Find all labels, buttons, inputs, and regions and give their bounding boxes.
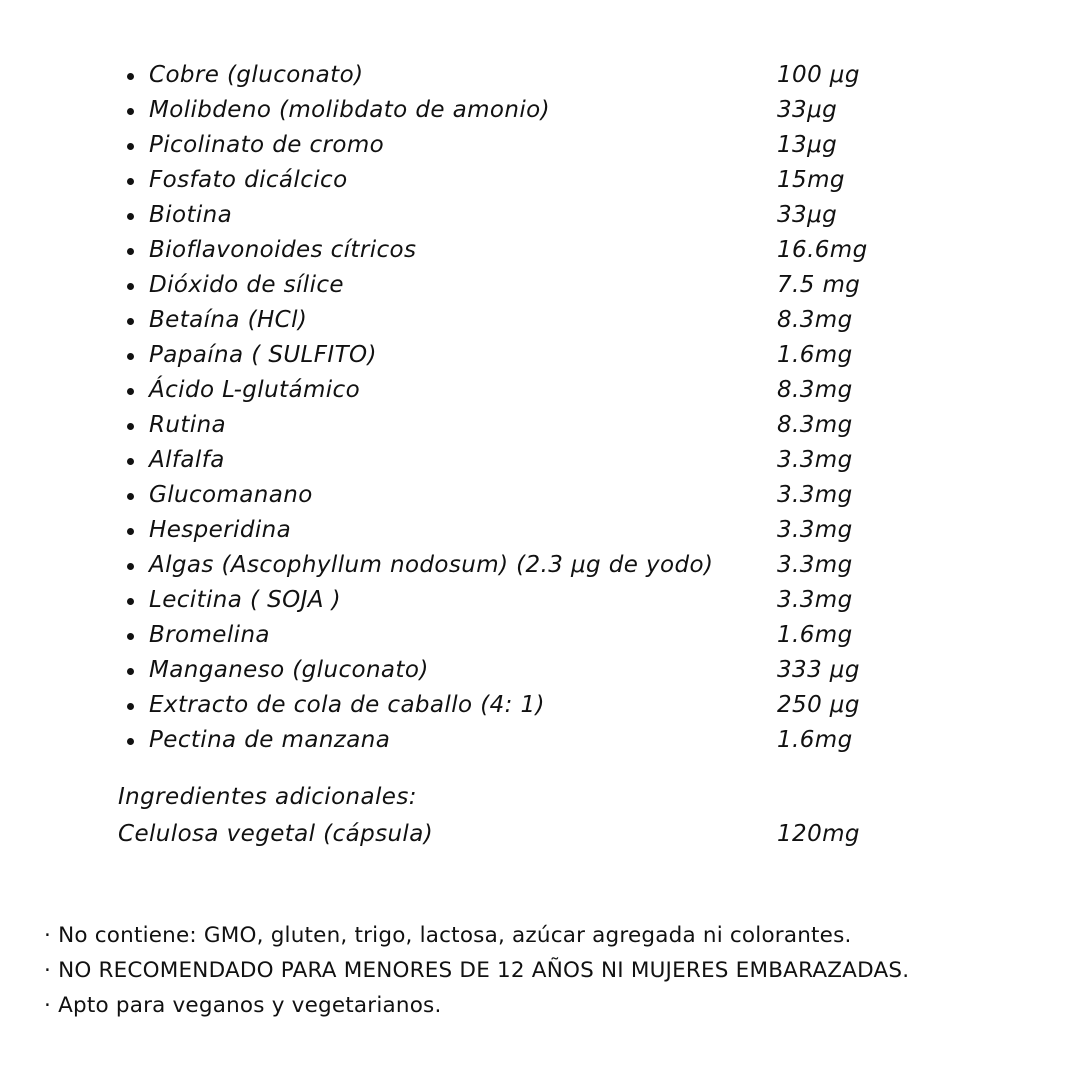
ingredient-name: Manganeso (gluconato) — [149, 657, 429, 683]
bullet-icon — [127, 73, 134, 80]
ingredient-amount: 250 μg — [777, 692, 860, 718]
ingredient-amount: 8.3mg — [777, 307, 853, 333]
ingredient-name: Pectina de manzana — [149, 727, 391, 753]
ingredient-name: Cobre (gluconato) — [149, 62, 364, 88]
bullet-icon — [127, 738, 134, 745]
bullet-icon — [127, 283, 134, 290]
ingredient-name: Betaína (HCl) — [149, 307, 308, 333]
additional-ingredients — [0, 779, 1080, 853]
ingredient-amount: 7.5 mg — [777, 272, 861, 298]
ingredient-amount: 1.6mg — [777, 727, 853, 753]
ingredient-amount: 15mg — [777, 167, 845, 193]
ingredient-row — [0, 303, 1080, 338]
ingredient-amount: 33μg — [777, 97, 838, 123]
bullet-icon — [127, 703, 134, 710]
ingredient-row — [0, 163, 1080, 198]
bullet-icon — [127, 633, 134, 640]
ingredient-row — [0, 548, 1080, 583]
ingredient-name: Hesperidina — [149, 517, 292, 543]
bullet-icon — [127, 213, 134, 220]
bullet-icon — [127, 353, 134, 360]
ingredient-amount: 16.6mg — [777, 237, 868, 263]
additional-heading-row — [0, 779, 1080, 816]
ingredient-amount: 3.3mg — [777, 482, 853, 508]
ingredient-row — [0, 58, 1080, 93]
ingredient-row — [0, 408, 1080, 443]
ingredient-row — [0, 618, 1080, 653]
bullet-icon — [127, 178, 134, 185]
ingredient-name: Algas (Ascophyllum nodosum) (2.3 μg de yodo) — [149, 552, 714, 578]
ingredient-amount: 3.3mg — [777, 587, 853, 613]
ingredient-name: Ácido L-glutámico — [149, 377, 361, 403]
additional-heading: Ingredientes adicionales: — [118, 784, 417, 810]
ingredient-amount: 3.3mg — [777, 447, 853, 473]
ingredient-amount: 3.3mg — [777, 552, 853, 578]
ingredient-row — [0, 338, 1080, 373]
ingredient-amount: 8.3mg — [777, 377, 853, 403]
ingredient-row — [0, 198, 1080, 233]
bullet-icon — [127, 458, 134, 465]
bullet-icon — [127, 423, 134, 430]
ingredient-amount: 1.6mg — [777, 622, 853, 648]
ingredient-amount: 333 μg — [777, 657, 860, 683]
bullet-icon — [127, 388, 134, 395]
ingredient-amount: 100 μg — [777, 62, 860, 88]
ingredient-name: Fosfato dicálcico — [149, 167, 348, 193]
ingredient-name: Rutina — [149, 412, 227, 438]
ingredient-row — [0, 268, 1080, 303]
bullet-icon — [127, 143, 134, 150]
bullet-icon — [127, 108, 134, 115]
ingredient-row — [0, 583, 1080, 618]
ingredient-list — [0, 58, 1080, 758]
ingredient-name: Biotina — [149, 202, 233, 228]
bullet-icon — [127, 493, 134, 500]
bullet-icon — [127, 563, 134, 570]
ingredient-row — [0, 723, 1080, 758]
additional-item-amount: 120mg — [777, 821, 860, 847]
ingredient-name: Molibdeno (molibdato de amonio) — [149, 97, 550, 123]
ingredient-row — [0, 128, 1080, 163]
ingredient-amount: 3.3mg — [777, 517, 853, 543]
ingredient-row — [0, 443, 1080, 478]
ingredient-name: Lecitina ( SOJA ) — [149, 587, 341, 613]
ingredient-name: Picolinato de cromo — [149, 132, 385, 158]
ingredient-row — [0, 478, 1080, 513]
ingredient-amount: 8.3mg — [777, 412, 853, 438]
ingredient-name: Dióxido de sílice — [149, 272, 344, 298]
ingredient-amount: 1.6mg — [777, 342, 853, 368]
ingredient-row — [0, 513, 1080, 548]
ingredient-name: Bromelina — [149, 622, 270, 648]
note-no-recomendado: · NO RECOMENDADO PARA MENORES DE 12 AÑOS NI MUJERES EMBARAZADAS. — [44, 958, 910, 983]
note-no-contiene: · No contiene: GMO, gluten, trigo, lactosa, azúcar agregada ni colorantes. — [44, 923, 852, 948]
ingredient-row — [0, 688, 1080, 723]
ingredient-row — [0, 373, 1080, 408]
ingredient-amount: 13μg — [777, 132, 838, 158]
ingredient-row — [0, 93, 1080, 128]
ingredient-name: Bioflavonoides cítricos — [149, 237, 417, 263]
notes-list — [44, 918, 909, 1023]
bullet-icon — [127, 528, 134, 535]
additional-item-row — [0, 816, 1080, 853]
bullet-icon — [127, 318, 134, 325]
bullet-icon — [127, 668, 134, 675]
ingredient-row — [0, 653, 1080, 688]
ingredient-name: Papaína ( SULFITO) — [149, 342, 377, 368]
bullet-icon — [127, 248, 134, 255]
ingredient-row — [0, 233, 1080, 268]
ingredient-amount: 33μg — [777, 202, 838, 228]
ingredient-name: Extracto de cola de caballo (4: 1) — [149, 692, 545, 718]
additional-item-name: Celulosa vegetal (cápsula) — [118, 821, 434, 847]
ingredient-name: Alfalfa — [149, 447, 225, 473]
bullet-icon — [127, 598, 134, 605]
ingredient-name: Glucomanano — [149, 482, 313, 508]
note-apto-veganos: · Apto para veganos y vegetarianos. — [44, 993, 442, 1018]
